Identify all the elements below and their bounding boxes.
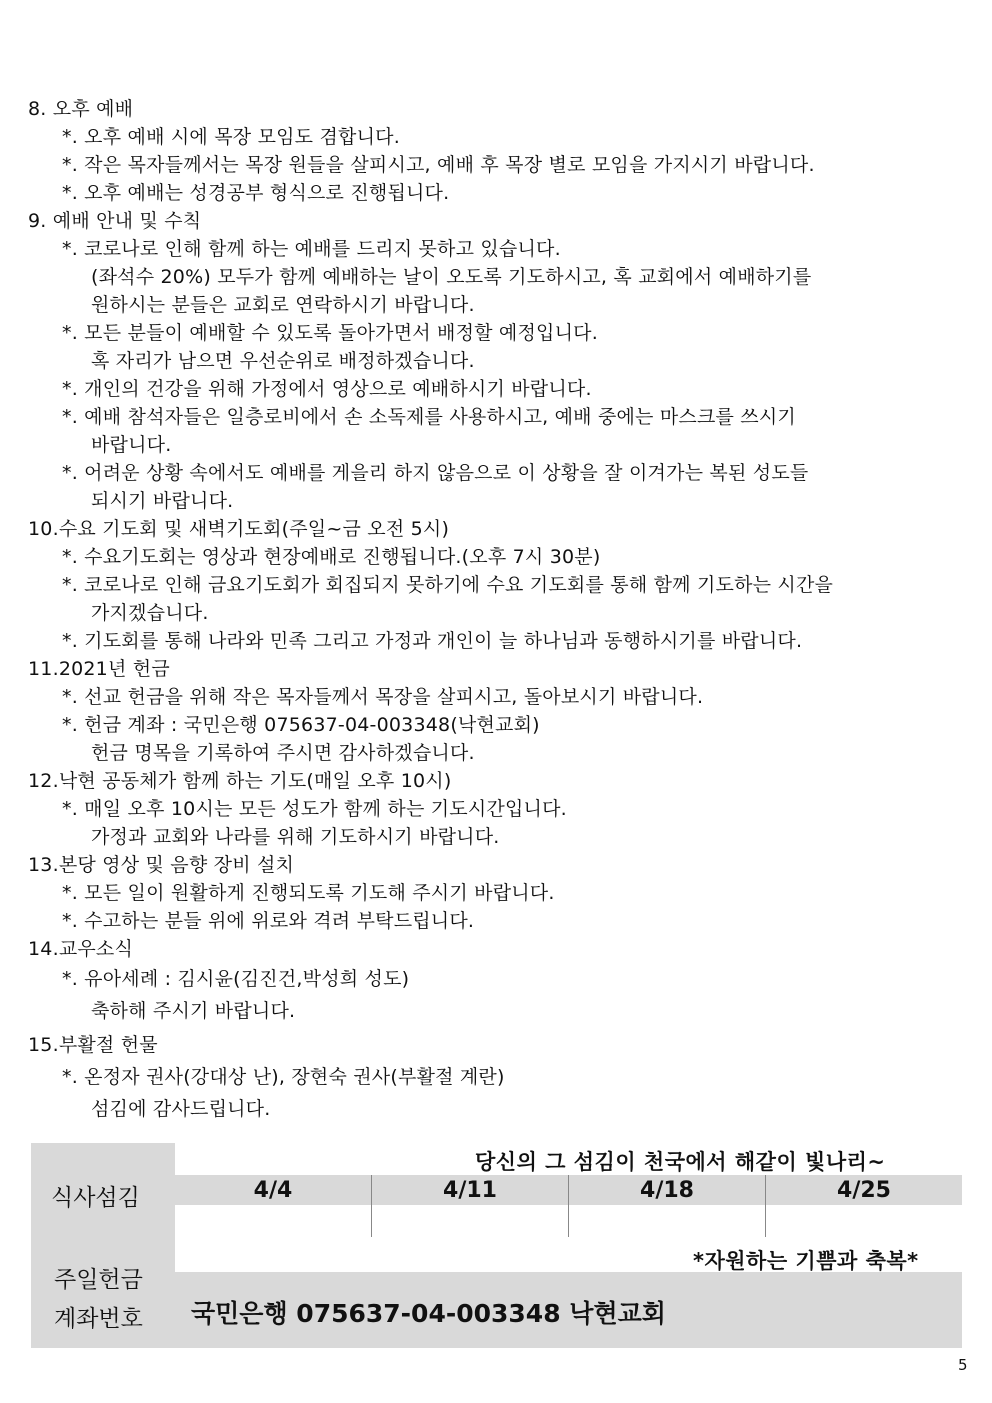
notice-line: 가지겠습니다.: [91, 602, 209, 624]
notice-line: *. 어려운 상황 속에서도 예배를 게을리 하지 않음으로 이 상황을 잘 이겨가는 복된 성도들: [62, 462, 809, 484]
notice-line: *. 예배 참석자들은 일층로비에서 손 소독제를 사용하시고, 예배 중에는 마스크를 쓰시기: [62, 406, 796, 428]
meal-cell: [175, 1205, 371, 1237]
notice-line: *. 모든 일이 원활하게 진행되도록 기도해 주시기 바랍니다.: [62, 882, 555, 904]
meal-label: 식사섬김: [51, 1185, 140, 1211]
notice-line: *. 헌금 계좌 : 국민은행 075637-04-003348(낙현교회): [62, 714, 540, 736]
section-heading: 12.낙현 공동체가 함께 하는 기도(매일 오후 10시): [28, 770, 452, 792]
notice-line: 섬김에 감사드립니다.: [91, 1098, 271, 1120]
notice-line: 축하해 주시기 바랍니다.: [91, 1000, 296, 1022]
notice-line: 바랍니다.: [91, 434, 172, 456]
notice-line: 헌금 명목을 기록하여 주시면 감사하겠습니다.: [91, 742, 475, 764]
notice-line: *. 오후 예배 시에 목장 모임도 겸합니다.: [62, 126, 400, 148]
date-header: 4/11: [443, 1178, 497, 1203]
page-number: 5: [958, 1356, 968, 1374]
date-header: 4/18: [640, 1178, 694, 1203]
joy-text: *자원하는 기쁨과 축복*: [693, 1249, 919, 1273]
notice-line: *. 기도회를 통해 나라와 민족 그리고 가정과 개인이 늘 하나님과 동행하시기를 바랍니다.: [62, 630, 803, 652]
meal-cell: [569, 1205, 765, 1237]
account-label: 계좌번호: [54, 1306, 143, 1332]
notice-line: *. 오후 예배는 성경공부 형식으로 진행됩니다.: [62, 182, 450, 204]
meal-cell: [372, 1205, 568, 1237]
date-header: 4/4: [253, 1178, 293, 1203]
notice-line: *. 코로나로 인해 금요기도회가 회집되지 못하기에 수요 기도회를 통해 함께 기도하는 시간을: [62, 574, 834, 596]
section-heading: 11.2021년 헌금: [28, 658, 170, 680]
notice-line: 되시기 바랍니다.: [91, 490, 234, 512]
section-heading: 14.교우소식: [28, 938, 134, 960]
section-heading: 9. 예배 안내 및 수칙: [28, 210, 202, 232]
notice-line: *. 유아세례 : 김시윤(김진건,박성희 성도): [62, 968, 410, 990]
notice-line: *. 작은 목자들께서는 목장 원들을 살피시고, 예배 후 목장 별로 모임을 가지시기 바랍니다.: [62, 154, 815, 176]
section-heading: 8. 오후 예배: [28, 98, 134, 120]
section-heading: 15.부활절 헌물: [28, 1034, 158, 1056]
date-header: 4/25: [837, 1178, 891, 1203]
giving-label: 주일헌금: [54, 1267, 143, 1293]
notice-line: *. 수고하는 분들 위에 위로와 격려 부탁드립니다.: [62, 910, 475, 932]
notice-line: *. 온정자 권사(강대상 난), 장현숙 권사(부활절 계란): [62, 1066, 505, 1088]
section-heading: 13.본당 영상 및 음향 장비 설치: [28, 854, 295, 876]
bank-account: 국민은행 075637-04-003348 낙현교회: [191, 1299, 666, 1328]
notice-line: 원하시는 분들은 교회로 연락하시기 바랍니다.: [91, 294, 475, 316]
notice-line: *. 코로나로 인해 함께 하는 예배를 드리지 못하고 있습니다.: [62, 238, 561, 260]
banner-text: 당신의 그 섬김이 천국에서 해같이 빛나리~: [475, 1150, 886, 1174]
notice-line: *. 개인의 건강을 위해 가정에서 영상으로 예배하시기 바랍니다.: [62, 378, 592, 400]
service-table: [31, 1143, 962, 1348]
section-heading: 10.수요 기도회 및 새벽기도회(주일~금 오전 5시): [28, 518, 450, 540]
notice-line: 가정과 교회와 나라를 위해 기도하시기 바랍니다.: [91, 826, 500, 848]
notice-line: *. 수요기도회는 영상과 현장예배로 진행됩니다.(오후 7시 30분): [62, 546, 601, 568]
notice-line: (좌석수 20%) 모두가 함께 예배하는 날이 오도록 기도하시고, 혹 교회에서 예배하기를: [91, 266, 812, 288]
notice-line: 혹 자리가 남으면 우선순위로 배정하겠습니다.: [91, 350, 475, 372]
notice-line: *. 선교 헌금을 위해 작은 목자들께서 목장을 살피시고, 돌아보시기 바랍니다.: [62, 686, 704, 708]
notice-line: *. 매일 오후 10시는 모든 성도가 함께 하는 기도시간입니다.: [62, 798, 567, 820]
notice-line: *. 모든 분들이 예배할 수 있도록 돌아가면서 배정할 예정입니다.: [62, 322, 598, 344]
meal-cell: [766, 1205, 962, 1237]
